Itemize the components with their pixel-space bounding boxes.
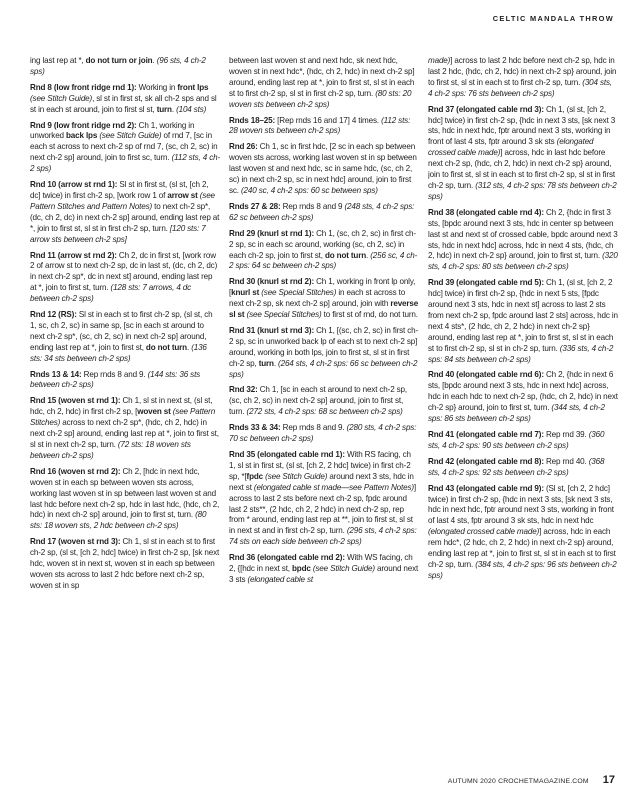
italic-note: (elongated crossed cable made) bbox=[428, 527, 540, 537]
instruction-text: Ch 1, (sl st, [ch 2, hdc] twice) in first ch-2 sp, {hdc in next 3 sts, [sk next 3 sts, hdc in next hdc, fptr around next 3 sts, working in front of last 4 sts, fptr around 3 sk sts bbox=[428, 104, 616, 147]
instruction-text: Ch 1, working in unworked bbox=[30, 120, 195, 141]
bold-term: fpdc bbox=[246, 471, 264, 481]
pattern-paragraph bbox=[428, 370, 618, 425]
italic-note: (312 sts, 4 ch-2 sps: 78 sts between ch-2 sps) bbox=[428, 180, 617, 201]
italic-note: made) bbox=[428, 56, 451, 65]
instruction-text: . bbox=[152, 56, 157, 65]
round-heading: Rnd 9 (low front ridge rnd 2): bbox=[30, 120, 137, 130]
instruction-text: ing last rep at *, bbox=[30, 56, 86, 65]
text-column bbox=[30, 56, 220, 766]
page-footer bbox=[448, 774, 615, 786]
pattern-paragraph bbox=[428, 56, 618, 100]
instruction-text: Sl st in each st to first ch-2 sp, (sl st, ch 1, sc, ch 2, sc) in same sp, [sc in each st around to next ch-2 sp*, (sc, ch 2, sc) in next ch-2 sp] around, ending last rep at *, join to first st, bbox=[30, 310, 213, 352]
italic-note: (248 sts, 4 ch-2 sps: 62 sc between ch-2 sps) bbox=[229, 201, 415, 222]
pattern-paragraph bbox=[30, 83, 220, 116]
bold-term: do not turn bbox=[145, 342, 187, 352]
round-heading: Rnd 15 (woven st rnd 1): bbox=[30, 396, 121, 406]
bold-term: bpdc bbox=[292, 564, 311, 574]
instruction-text: around next 3 sts, hdc in next st bbox=[229, 471, 414, 492]
round-heading: Rnd 29 (knurl st rnd 1): bbox=[229, 228, 314, 238]
pattern-paragraph bbox=[428, 457, 618, 479]
bold-term: turn bbox=[156, 104, 172, 114]
round-heading: Rnd 39 (elongated cable rnd 5): bbox=[428, 278, 544, 288]
text-column bbox=[229, 56, 419, 766]
pattern-paragraph bbox=[229, 450, 419, 548]
instruction-text: Ch 2, {hdc in first 3 sts, [bpdc around next 3 sts, hdc in center sp between last st and next st of crossed cable, bpdc around next 3 sts, hdc in next hdc] across, hdc in next 4 sts, (hdc, ch 2, hdc) in next ch-2 sp} around, join to first st, turn. bbox=[428, 207, 618, 261]
italic-note: (136 sts: 34 sts between ch-2 sps) bbox=[30, 342, 207, 363]
round-heading: Rnd 16 (woven st rnd 2): bbox=[30, 466, 121, 476]
round-heading: Rnd 43 (elongated cable rnd 9): bbox=[428, 483, 544, 493]
instruction-text: to first st of rnd, do not turn. bbox=[321, 310, 418, 320]
pattern-paragraph bbox=[229, 229, 419, 273]
italic-note: (104 sts) bbox=[176, 104, 207, 114]
bold-term: back lps bbox=[66, 131, 98, 141]
round-heading: Rnds 27 & 28: bbox=[229, 201, 281, 211]
bold-term: knurl st bbox=[231, 288, 260, 298]
pattern-paragraph bbox=[229, 56, 419, 111]
italic-note: (240 sc, 4 ch-2 sps: 60 sc between sps) bbox=[241, 185, 378, 195]
instruction-text: Rep rnd 40. bbox=[543, 456, 589, 466]
italic-note: (320 sts, 4 ch-2 sps: 80 sts between ch-2 sps) bbox=[428, 251, 618, 272]
pattern-paragraph bbox=[229, 423, 419, 445]
instruction-text: to next ch-2 sp*, (dc, ch 2, dc) in next ch-2 sp] around, ending last rep at *, join to first st, sl st in first ch-2 sp, turn. bbox=[30, 201, 220, 233]
instruction-text: Ch 1, (sl st, [ch 2, 2 hdc] twice) in first ch-2 sp, {hdc in next 5 sts, [fpdc around next 3 sts, hdc in next st] across to last 2 sts from next ch-2 sp, fpdc around last 2 sts] across, hdc in next 4 sts*, (2 hdc, ch 2, 2 hdc) in next ch-2 sp} around, ending last rep at *, join to first st, sl st in each st to first ch-2 sp, sl st in ch-2 sp, turn. bbox=[428, 278, 618, 353]
pattern-paragraph bbox=[30, 310, 220, 365]
pattern-paragraph bbox=[30, 251, 220, 306]
pattern-paragraph bbox=[428, 105, 618, 203]
instruction-text: in each st across to next ch-2 sp, sk next ch-2 sp] around, join with bbox=[229, 288, 406, 309]
instruction-text: Ch 1, working in front lp only, [ bbox=[229, 277, 416, 298]
bold-term: do not turn bbox=[324, 250, 367, 260]
instruction-text: Ch 1, [sc in each st around to next ch-2 sp, (sc, ch 2, sc) in next ch-2 sp] around, join to first st, turn. bbox=[229, 385, 408, 417]
instruction-text: Sl st in first st, (sl st, [ch 2, dc] twice) in first ch-2 sp, [work row 1 of bbox=[30, 180, 209, 200]
instruction-text: Ch 1, (sc, ch 2, sc) in first ch-2 sp, sc in each sc around, working (sc, ch 2, sc) in each ch-2 sp, join to first st, bbox=[229, 228, 416, 260]
italic-note: (384 sts, 4 ch-2 sps: 96 sts between ch-2 sps) bbox=[428, 559, 617, 580]
italic-note: (elongated crossed cable made) bbox=[428, 137, 594, 158]
pattern-paragraph bbox=[30, 56, 220, 78]
pattern-paragraph bbox=[428, 430, 618, 452]
bold-term: reverse sl st bbox=[229, 299, 419, 320]
bold-term: turn bbox=[258, 358, 274, 368]
italic-note: [120 sts: 7 arrow sts between ch-2 sps] bbox=[30, 223, 206, 244]
italic-note: (see Special Stitches) bbox=[261, 288, 337, 298]
instruction-text: [Rep rnds 16 and 17] 4 times. bbox=[275, 115, 382, 125]
italic-note: (96 sts, 4 ch-2 sps) bbox=[30, 56, 206, 76]
round-heading: Rnd 8 (low front ridge rnd 1): bbox=[30, 82, 137, 92]
instruction-text: Ch 1, sl st in each st to first ch-2 sp, (sl st, [ch 2, hdc] twice) in first ch-2 sp, [sk next hdc, woven st in next st, woven st in each sp between woven sts across to last 2 hdc before next ch-2 sp, woven st in sp bbox=[30, 537, 220, 590]
instruction-text: Ch 1, [(sc, ch 2, sc) in first ch-2 sp, sc in unworked back lp of each st to next ch-2 sp] around, working in both lps, join to first st, sl st in first ch-2 sp, bbox=[229, 325, 419, 368]
round-heading: Rnd 11 (arrow st rnd 2): bbox=[30, 250, 117, 260]
text-column bbox=[428, 56, 618, 766]
pattern-paragraph bbox=[30, 537, 220, 592]
round-heading: Rnd 26: bbox=[229, 142, 258, 152]
instruction-text: . bbox=[273, 358, 279, 368]
round-heading: Rnd 42 (elongated cable rnd 8): bbox=[428, 456, 544, 466]
round-heading: Rnds 13 & 14: bbox=[30, 369, 82, 379]
italic-note: (see Special Stitches) bbox=[246, 310, 322, 320]
italic-note: (112 sts: 28 woven sts between ch-2 sps) bbox=[229, 115, 411, 136]
italic-note: (304 sts, 4 ch-2 sps: 76 sts between ch-2 sps) bbox=[428, 77, 612, 98]
instruction-text: Ch 2, dc in first st, [work row 2 of arrow st to next ch-2 sp, dc in last st, (dc, ch 2, dc) in next ch-2 sp*, dc in next st] around, ending last rep at *, join to first st, turn. bbox=[30, 250, 218, 293]
instruction-text: ] across to last 2 hdc before next ch-2 sp, hdc in last 2 hdc, (hdc, ch 2, hdc) in next ch-2 sp} around, join to first st, sl st in each st to first ch-2 sp, turn. bbox=[428, 56, 617, 87]
italic-note: (elongated cable st bbox=[247, 574, 313, 584]
instruction-text: With WS facing, ch 2, {[hdc in next st, bbox=[229, 553, 413, 574]
instruction-text: around next 3 sts bbox=[229, 564, 419, 584]
round-heading: Rnd 36 (elongated cable rnd 2): bbox=[229, 553, 345, 563]
instruction-text: Ch 1, sl st in next st, (sl st, hdc, ch 2, hdc) in first ch-2 sp, [ bbox=[30, 396, 213, 417]
pattern-paragraph bbox=[229, 142, 419, 197]
round-heading: Rnd 31 (knurl st rnd 3): bbox=[229, 325, 314, 335]
round-heading: Rnd 30 (knurl st rnd 2): bbox=[229, 277, 314, 287]
italic-note: (344 sts, 4 ch-2 sps: 86 sts between ch-2 sps) bbox=[428, 403, 605, 424]
instruction-text: Rep rnd 39. bbox=[543, 430, 589, 439]
italic-note: (see Stitch Guide) bbox=[30, 93, 93, 103]
italic-note: (280 sts, 4 ch-2 sps: 70 sc between ch-2 sps) bbox=[229, 423, 417, 444]
pattern-paragraph bbox=[229, 116, 419, 138]
footer-issue-site: AUTUMN 2020 CROCHETMAGAZINE.COM bbox=[447, 778, 589, 785]
pattern-paragraph bbox=[229, 553, 419, 586]
pattern-paragraph bbox=[428, 278, 618, 365]
pattern-paragraph bbox=[428, 484, 618, 582]
italic-note: (see Stitch Guide) bbox=[265, 471, 328, 481]
pattern-paragraph bbox=[30, 467, 220, 532]
pattern-paragraph bbox=[229, 326, 419, 381]
round-heading: Rnd 35 (elongated cable rnd 1): bbox=[229, 450, 345, 459]
instruction-text: Rep rnds 8 and 9. bbox=[280, 423, 347, 433]
pattern-paragraph bbox=[229, 277, 419, 321]
round-heading: Rnd 32: bbox=[229, 385, 258, 395]
instruction-text: (Sl st, [ch 2, 2 hdc] twice) in first ch-2 sp, {hdc in next 3 sts, [sk next 3 sts, hdc in next hdc, fptr around next 3 sts, working in front of last 4 sts, fptr around 3 sk sts, hdc in next hdc bbox=[428, 483, 614, 526]
italic-note: (360 sts, 4 ch-2 sps: 90 sts between ch-2 sps) bbox=[428, 430, 605, 450]
instruction-text: of rnd 7, [sc in each st across to next ch-2 sp of rnd 7, (sc, ch 2, sc) in next ch-2 sp] around, join to first sc, turn. bbox=[30, 131, 218, 163]
round-heading: Rnds 33 & 34: bbox=[229, 423, 281, 433]
page-number: 17 bbox=[602, 774, 615, 786]
round-heading: Rnd 10 (arrow st rnd 1): bbox=[30, 180, 118, 190]
bold-term: front lps bbox=[177, 82, 209, 92]
instruction-text: , sl st in first st, sk all ch-2 sps and sl st in each st around, join to first sl st, bbox=[30, 93, 217, 114]
instruction-text: Rep rnds 8 and 9 bbox=[280, 201, 345, 211]
italic-note: (see Pattern Stitches) bbox=[30, 407, 216, 428]
bold-term: do not turn or join bbox=[85, 56, 153, 65]
italic-note: (72 sts: 18 woven sts between ch-2 sps) bbox=[30, 440, 191, 460]
round-heading: Rnd 12 (RS): bbox=[30, 310, 77, 320]
round-heading: Rnd 37 (elongated cable rnd 3): bbox=[428, 104, 544, 114]
instruction-text: between last woven st and next hdc, sk next hdc, woven st in next hdc*, (hdc, ch 2, hdc) in next ch-2 sp] around, ending last rep at *, join to first st, sl st in each st to first ch-2 sp, sl st in first ch-2 sp, turn. bbox=[229, 56, 415, 98]
italic-note: (128 sts: 7 arrows, 4 dc between ch-2 sps) bbox=[30, 283, 192, 304]
italic-note: (264 sts, 4 ch-2 sps: 66 sc between ch-2 sps) bbox=[229, 358, 418, 379]
instruction-text: Ch 2, [hdc in next hdc, woven st in each sp between woven sts across, working last woven st in sp between last woven st and last hdc before next ch-2 sp, hdc in last hdc, (hdc, ch 2, hdc) in next ch-2 sp] around, join to first st, turn. bbox=[30, 466, 220, 520]
instruction-text: Ch 1, sc in first hdc, [2 sc in each sp between woven sts across, working last woven st in sp between last woven st and next hdc, sc in same hdc, (sc, ch 2, sc) in next ch-2 sp, sc in next hdc] around, join to first sc. bbox=[229, 142, 417, 195]
italic-note: (144 sts: 36 sts between ch-2 sps) bbox=[30, 369, 201, 390]
instruction-text: . bbox=[186, 342, 192, 352]
pattern-paragraph bbox=[30, 370, 220, 392]
round-heading: Rnd 41 (elongated cable rnd 7): bbox=[428, 430, 544, 439]
italic-note: (272 sts, 4 ch-2 sps: 68 sc between ch-2 sps) bbox=[246, 407, 403, 417]
instruction-text: Working in bbox=[136, 82, 178, 92]
italic-note: (see Stitch Guide) bbox=[312, 564, 375, 574]
instruction-text: . bbox=[366, 250, 371, 260]
pattern-paragraph bbox=[229, 202, 419, 224]
italic-note: (336 sts, 4 ch-2 sps: 84 sts between ch-2 sps) bbox=[428, 343, 614, 364]
round-heading: Rnd 17 (woven st rnd 3): bbox=[30, 537, 121, 547]
instruction-text: Ch 2, {hdc in next 6 sts, [bpdc around next 3 sts, hdc in next hdc] across, hdc in each hdc to next ch-2 sp, (hdc, ch 2, hdc) in next ch-2 sp} around, join to first st, turn. bbox=[428, 370, 618, 413]
instruction-text: . bbox=[171, 104, 177, 114]
italic-note: (80 sts: 20 woven sts between ch-2 sps) bbox=[229, 88, 412, 109]
pattern-paragraph bbox=[30, 121, 220, 176]
italic-note: (elongated cable st made—see Pattern Notes) bbox=[253, 482, 414, 492]
round-heading: Rnds 18–25: bbox=[229, 115, 276, 125]
round-heading: Rnd 38 (elongated cable rnd 4): bbox=[428, 207, 544, 217]
italic-note: (256 sc, 4 ch-2 sps: 64 sc between ch-2 sps) bbox=[229, 250, 418, 271]
pattern-paragraph bbox=[30, 180, 220, 245]
instruction-text: With RS facing, ch 1, sl st in first st, (sl st, [ch 2, 2 hdc] twice) in first ch-2 sp, *[ bbox=[229, 450, 411, 481]
round-heading: Rnd 40 (elongated cable rnd 6): bbox=[428, 370, 544, 380]
bold-term: arrow st bbox=[167, 190, 198, 200]
instruction-text: across to next ch-2 sp*, (hdc, ch 2, hdc) in next ch-2 sp] around, ending last rep at *, join to first st, sl st in next ch-2 sp, turn. bbox=[30, 418, 219, 449]
pattern-paragraph bbox=[428, 208, 618, 273]
italic-note: (80 sts: 18 woven sts, 2 hdc between ch-2 sps) bbox=[30, 510, 207, 531]
pattern-paragraph bbox=[30, 396, 220, 461]
pattern-paragraph bbox=[229, 385, 419, 418]
italic-note: (see Stitch Guide) bbox=[99, 131, 162, 141]
instruction-text: Rep rnds 8 and 9. bbox=[81, 369, 148, 379]
instruction-text: ] across to last 2 sts before next ch-2 sp, fpdc around last 2 sts**, (2 hdc, ch 2, 2 hdc) in next ch-2 sp, rep from * around, ending last rep at **, join to first st, sl st in next st and in first ch-2 sp, turn. bbox=[229, 482, 417, 536]
italic-note: (296 sts, 4 ch-2 sps: 74 sts on each side between ch-2 sps) bbox=[229, 526, 417, 547]
italic-note: (see Pattern Stitches and Pattern Notes) bbox=[30, 190, 215, 211]
bold-term: woven st bbox=[137, 407, 171, 417]
running-header: CELTIC MANDALA THROW bbox=[492, 14, 614, 23]
instruction-text: ] across, hdc in each rem hdc*, (2 hdc, ch 2, 2 hdc) in next ch-2 sp} around, ending last rep at *, join to first st, sl st in each st to first ch-2 sp, turn. bbox=[428, 527, 616, 569]
instruction-text: ] across, hdc in last hdc before next ch-2 sp, (hdc, ch 2, hdc) in next ch-2 sp} around, join to first st, sl st in each st to first ch-2 sp, sl st in first ch-2 sp, turn. bbox=[428, 148, 615, 190]
italic-note: (368 sts, 4 ch-2 sps: 92 sts between ch-2 sps) bbox=[428, 456, 605, 477]
italic-note: (112 sts, 4 ch-2 sps) bbox=[30, 153, 220, 174]
article-body bbox=[30, 56, 618, 766]
